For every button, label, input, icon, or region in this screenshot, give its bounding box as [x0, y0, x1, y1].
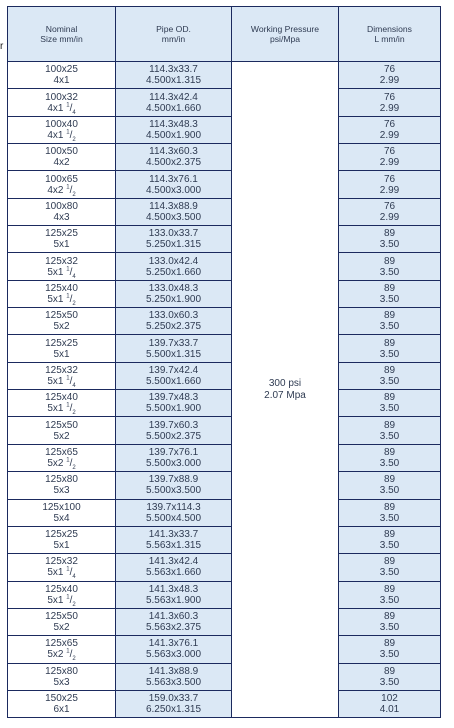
size-fraction: $^1/_4$: [66, 266, 76, 280]
pressure-mpa: 2.07 Mpa: [264, 389, 306, 401]
size-in: 4x2 $^1/_2$: [47, 184, 76, 198]
l-mm: 89: [383, 501, 396, 513]
size-fraction: $^1/_2$: [66, 402, 76, 417]
od-in: 5.500x1.315: [145, 348, 202, 360]
nominal-size-cell: [8, 417, 116, 444]
l-in: 3.50: [379, 239, 400, 251]
pipe-od-cell: [116, 308, 232, 335]
od-mm: 114.3x76.1: [149, 173, 198, 185]
l-in: 3.50: [379, 266, 400, 278]
dimension-l-cell: [339, 690, 441, 717]
dimension-l-cell: [339, 444, 441, 471]
od-in: 5.563x1.660: [145, 567, 202, 579]
l-mm: 76: [383, 173, 396, 185]
od-mm: 159.0x33.7: [148, 693, 199, 705]
od-in: 4.500x1.900: [145, 129, 202, 141]
dimension-l-cell: [339, 554, 441, 581]
l-in: 3.50: [379, 430, 400, 442]
size-in: 4x1: [53, 75, 70, 87]
pipe-od-cell: [116, 89, 232, 116]
od-in: 4.500x1.315: [145, 75, 202, 87]
nominal-size-cell: [8, 198, 116, 225]
l-mm: 89: [383, 392, 396, 404]
l-mm: 89: [383, 611, 396, 623]
pipe-od-cell: [116, 554, 232, 581]
table-row: [8, 636, 441, 663]
table-row: [8, 62, 441, 89]
l-in: 2.99: [379, 102, 400, 114]
size-mm: 125x40: [45, 392, 78, 404]
pipe-od-cell: [116, 335, 232, 362]
dimension-l-cell: [339, 89, 441, 116]
size-mm: 125x65: [45, 446, 78, 458]
l-mm: 76: [383, 118, 396, 130]
table-row: [8, 390, 441, 417]
size-mm: 100x32: [45, 91, 78, 103]
size-fraction: $^1/_2$: [66, 457, 76, 471]
size-in: 5x1 $^1/_4$: [47, 567, 76, 581]
size-in: 4x1 $^1/_4$: [47, 102, 76, 116]
table-row: [8, 89, 441, 116]
l-in: 3.50: [379, 676, 400, 688]
nominal-size-cell: [8, 390, 116, 417]
header-nominal-size: Nominal Size mm/in: [8, 7, 116, 62]
pipe-od-cell: [116, 116, 232, 143]
l-in: 3.50: [379, 540, 400, 552]
size-in: 5x2: [53, 430, 70, 442]
pipe-od-cell: [116, 444, 232, 471]
l-in: 3.50: [379, 403, 400, 415]
od-mm: 114.3x33.7: [149, 64, 198, 76]
size-in: 5x1 $^1/_4$: [47, 266, 76, 280]
table-row: [8, 116, 441, 143]
pipe-od-cell: [116, 663, 232, 690]
od-mm: 141.3x88.9: [148, 665, 199, 677]
size-fraction: $^1/_4$: [66, 567, 76, 581]
l-mm: 76: [383, 146, 396, 158]
l-mm: 89: [383, 474, 396, 486]
table-row: [8, 581, 441, 608]
size-in: 4x1 $^1/_2$: [47, 129, 76, 143]
l-mm: 89: [383, 665, 396, 677]
pipe-od-cell: [116, 198, 232, 225]
size-in: 5x1 $^1/_2$: [47, 594, 76, 608]
size-in: 5x1: [53, 540, 70, 552]
od-in: 5.500x1.660: [145, 375, 202, 387]
pipe-od-cell: [116, 390, 232, 417]
pipe-od-cell: [116, 417, 232, 444]
od-in: 5.563x3.500: [145, 676, 202, 688]
od-mm: 139.7x33.7: [148, 337, 199, 349]
nominal-size-cell: [8, 690, 116, 717]
size-fraction: $^1/_2$: [66, 293, 76, 307]
size-in: 5x3: [53, 676, 70, 688]
od-mm: 139.7x42.4: [148, 364, 199, 376]
table-row: [8, 499, 441, 526]
size-mm: 100x25: [45, 64, 78, 76]
size-mm: 125x50: [45, 310, 78, 322]
dimension-l-cell: [339, 226, 441, 253]
dimension-l-cell: [339, 62, 441, 89]
od-in: 4.500x3.500: [145, 211, 202, 223]
size-in: 6x1: [53, 704, 70, 716]
l-in: 3.50: [379, 485, 400, 497]
table-row: [8, 690, 441, 717]
l-mm: 89: [383, 282, 396, 294]
size-mm: 125x50: [45, 419, 78, 431]
l-in: 3.50: [379, 649, 400, 661]
od-mm: 133.0x60.3: [148, 310, 199, 322]
nominal-size-cell: [8, 444, 116, 471]
size-mm: 125x80: [45, 665, 78, 677]
table-row: [8, 226, 441, 253]
od-in: 5.500x3.000: [145, 457, 202, 469]
l-mm: 76: [383, 91, 396, 103]
header-dimensions: Dimensions L mm/in: [339, 7, 441, 62]
l-mm: 89: [383, 337, 396, 349]
pipe-od-cell: [116, 472, 232, 499]
od-mm: 114.3x48.3: [149, 118, 198, 130]
l-mm: 89: [383, 419, 396, 431]
nominal-size-cell: [8, 253, 116, 280]
table-row: [8, 472, 441, 499]
od-mm: 139.7x76.1: [148, 446, 199, 458]
nominal-size-cell: [8, 472, 116, 499]
size-mm: 125x40: [45, 583, 78, 595]
nominal-size-cell: [8, 144, 116, 171]
size-in: 5x1: [53, 239, 70, 251]
nominal-size-cell: [8, 226, 116, 253]
dimension-l-cell: [339, 362, 441, 389]
od-in: 5.250x2.375: [145, 321, 202, 333]
l-mm: 89: [383, 583, 396, 595]
dimension-l-cell: [339, 581, 441, 608]
od-mm: 133.0x33.7: [148, 228, 199, 240]
l-in: 3.50: [379, 594, 400, 606]
size-mm: 125x65: [45, 638, 78, 650]
l-mm: 89: [383, 638, 396, 650]
dimension-l-cell: [339, 608, 441, 635]
size-in: 5x2: [53, 321, 70, 333]
pipe-dimensions-table: [7, 6, 441, 718]
table-row: [8, 663, 441, 690]
od-in: 5.563x3.000: [145, 649, 202, 661]
size-in: 5x1 $^1/_4$: [47, 375, 76, 389]
pipe-od-cell: [116, 280, 232, 307]
nominal-size-cell: [8, 581, 116, 608]
od-mm: 139.7x60.3: [148, 419, 199, 431]
table-row: [8, 280, 441, 307]
l-in: 3.50: [379, 457, 400, 469]
od-in: 5.563x1.900: [145, 594, 202, 606]
size-mm: 125x40: [45, 282, 78, 294]
nominal-size-cell: [8, 116, 116, 143]
l-mm: 89: [383, 310, 396, 322]
size-mm: 100x65: [45, 173, 78, 185]
od-mm: 114.3x60.3: [149, 146, 198, 158]
od-mm: 133.0x42.4: [148, 255, 199, 267]
pipe-od-cell: [116, 499, 232, 526]
l-in: 3.50: [379, 375, 400, 387]
l-in: 2.99: [379, 129, 400, 141]
size-mm: 125x32: [45, 556, 78, 568]
od-in: 5.563x2.375: [145, 622, 202, 634]
size-mm: 125x32: [45, 255, 78, 267]
size-fraction: $^1/_2$: [66, 594, 76, 608]
nominal-size-cell: [8, 554, 116, 581]
nominal-size-cell: [8, 608, 116, 635]
od-mm: 139.7x114.3: [146, 501, 201, 513]
dimension-l-cell: [339, 417, 441, 444]
table-row: [8, 198, 441, 225]
dimension-l-cell: [339, 499, 441, 526]
working-pressure-cell: [232, 62, 339, 718]
pressure-psi: 300 psi: [268, 377, 302, 389]
od-in: 5.500x4.500: [145, 512, 202, 524]
size-mm: 125x50: [45, 611, 78, 623]
size-fraction: $^1/_2$: [66, 129, 76, 143]
dimension-l-cell: [339, 663, 441, 690]
table-row: [8, 171, 441, 198]
table-row: [8, 554, 441, 581]
dimension-l-cell: [339, 116, 441, 143]
dimension-l-cell: [339, 308, 441, 335]
od-mm: 141.3x60.3: [148, 611, 199, 623]
l-mm: 102: [381, 693, 398, 705]
nominal-size-cell: [8, 280, 116, 307]
l-in: 3.50: [379, 321, 400, 333]
l-in: 3.50: [379, 622, 400, 634]
od-in: 5.500x2.375: [145, 430, 202, 442]
table-row: [8, 335, 441, 362]
size-mm: 125x100: [42, 501, 81, 513]
l-in: 2.99: [379, 184, 400, 196]
od-in: 4.500x3.000: [145, 184, 202, 196]
od-in: 5.250x1.900: [145, 293, 202, 305]
od-in: 6.250x1.315: [145, 704, 202, 716]
size-mm: 125x25: [45, 529, 78, 541]
pipe-od-cell: [116, 144, 232, 171]
od-in: 4.500x1.660: [145, 102, 202, 114]
pipe-od-cell: [116, 226, 232, 253]
pipe-od-cell: [116, 526, 232, 553]
size-in: 4x3: [53, 211, 70, 223]
size-in: 5x2: [53, 622, 70, 634]
table-row: [8, 608, 441, 635]
size-mm: 125x80: [45, 474, 78, 486]
l-mm: 76: [383, 64, 396, 76]
pipe-od-cell: [116, 62, 232, 89]
nominal-size-cell: [8, 636, 116, 663]
nominal-size-cell: [8, 171, 116, 198]
header-pipe-od: Pipe OD. mm/in: [116, 7, 232, 62]
od-mm: 141.3x33.7: [148, 529, 199, 541]
pipe-od-cell: [116, 608, 232, 635]
pipe-od-cell: [116, 171, 232, 198]
l-in: 3.50: [379, 293, 400, 305]
table-row: [8, 308, 441, 335]
od-mm: 114.3x88.9: [149, 200, 198, 212]
table-row: [8, 253, 441, 280]
l-mm: 89: [383, 556, 396, 568]
size-in: 5x1: [53, 348, 70, 360]
dimension-l-cell: [339, 280, 441, 307]
dimension-l-cell: [339, 171, 441, 198]
l-mm: 89: [383, 446, 396, 458]
od-mm: 141.3x76.1: [148, 638, 199, 650]
size-mm: 125x25: [45, 337, 78, 349]
nominal-size-cell: [8, 335, 116, 362]
size-fraction: $^1/_2$: [66, 649, 76, 663]
nominal-size-cell: [8, 663, 116, 690]
dimension-l-cell: [339, 636, 441, 663]
size-mm: 125x32: [45, 364, 78, 376]
size-fraction: $^1/_4$: [66, 102, 76, 116]
dimension-l-cell: [339, 472, 441, 499]
table-row: [8, 417, 441, 444]
size-in: 5x3: [53, 485, 70, 497]
pipe-od-cell: [116, 581, 232, 608]
od-mm: 114.3x42.4: [149, 91, 198, 103]
l-mm: 89: [383, 529, 396, 541]
nominal-size-cell: [8, 526, 116, 553]
od-in: 5.250x1.315: [145, 239, 202, 251]
l-in: 2.99: [379, 157, 400, 169]
dimension-l-cell: [339, 526, 441, 553]
l-in: 4.01: [379, 704, 400, 716]
size-mm: 100x80: [45, 200, 78, 212]
table-row: [8, 144, 441, 171]
od-in: 4.500x2.375: [145, 157, 202, 169]
dimension-l-cell: [339, 144, 441, 171]
od-mm: 141.3x48.3: [148, 583, 199, 595]
pipe-od-cell: [116, 362, 232, 389]
size-in: 5x2 $^1/_2$: [47, 649, 76, 663]
nominal-size-cell: [8, 62, 116, 89]
size-mm: 150x25: [45, 693, 78, 705]
size-in: 5x2 $^1/_2$: [47, 457, 76, 471]
pipe-od-cell: [116, 636, 232, 663]
dimension-l-cell: [339, 390, 441, 417]
l-in: 3.50: [379, 348, 400, 360]
l-mm: 89: [383, 255, 396, 267]
size-fraction: $^1/_4$: [66, 375, 76, 389]
table-row: [8, 444, 441, 471]
dimension-l-cell: [339, 335, 441, 362]
size-fraction: $^1/_2$: [66, 184, 76, 198]
table-row: [8, 362, 441, 389]
dimension-l-cell: [339, 198, 441, 225]
l-in: 2.99: [379, 75, 400, 87]
size-in: 4x2: [53, 157, 70, 169]
l-mm: 89: [383, 364, 396, 376]
od-mm: 133.0x48.3: [148, 282, 199, 294]
dimension-l-cell: [339, 253, 441, 280]
size-mm: 100x40: [45, 118, 78, 130]
l-in: 2.99: [379, 211, 400, 223]
od-in: 5.563x1.315: [145, 540, 202, 552]
od-in: 5.250x1.660: [145, 266, 202, 278]
size-mm: 100x50: [45, 146, 78, 158]
nominal-size-cell: [8, 308, 116, 335]
table-header-row: [8, 7, 441, 62]
l-mm: 89: [383, 228, 396, 240]
header-working-pressure: Working Pressure psi/Mpa: [232, 7, 339, 62]
l-in: 3.50: [379, 512, 400, 524]
size-in: 5x1 $^1/_2$: [47, 402, 76, 417]
cropped-text-fragment: r: [0, 41, 4, 52]
od-in: 5.500x1.900: [145, 403, 202, 415]
pipe-od-cell: [116, 690, 232, 717]
pipe-od-cell: [116, 253, 232, 280]
size-mm: 125x25: [45, 228, 78, 240]
nominal-size-cell: [8, 89, 116, 116]
od-mm: 139.7x48.3: [148, 392, 199, 404]
l-mm: 76: [383, 200, 396, 212]
size-in: 5x4: [53, 512, 70, 524]
nominal-size-cell: [8, 362, 116, 389]
l-in: 3.50: [379, 567, 400, 579]
od-in: 5.500x3.500: [145, 485, 202, 497]
od-mm: 139.7x88.9: [148, 474, 199, 486]
size-in: 5x1 $^1/_2$: [47, 293, 76, 307]
od-mm: 141.3x42.4: [148, 556, 199, 568]
nominal-size-cell: [8, 499, 116, 526]
table-row: [8, 526, 441, 553]
